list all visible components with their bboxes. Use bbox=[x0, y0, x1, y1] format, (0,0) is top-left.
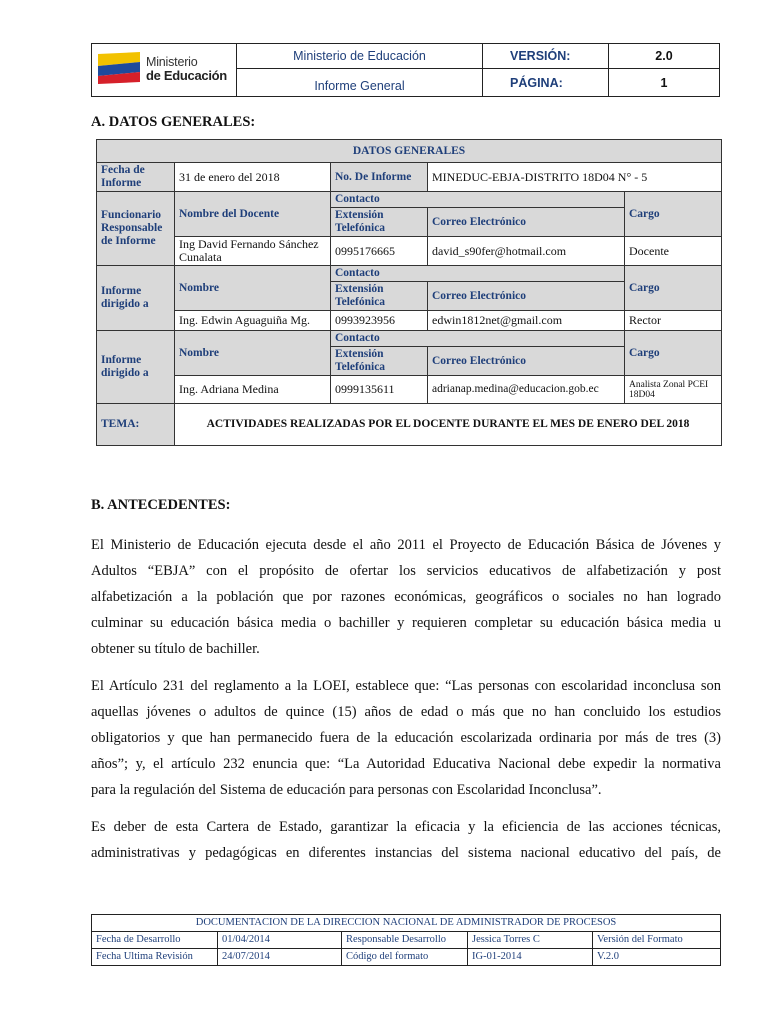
correo-label: Correo Electrónico bbox=[428, 282, 625, 311]
contacto-label: Contacto bbox=[331, 192, 625, 208]
header-subtitle: Informe General bbox=[237, 69, 483, 97]
paragraph-2 bbox=[91, 673, 721, 803]
page-value: 1 bbox=[609, 69, 720, 97]
docente-telefono: 0995176665 bbox=[331, 237, 428, 266]
document-footer bbox=[91, 914, 721, 966]
cargo-label: Cargo bbox=[625, 266, 722, 311]
analista-cargo: Analista Zonal PCEI 18D04 bbox=[625, 376, 722, 404]
paragraph-line: años”; y, el artículo 232 enuncia que: “La Autoridad Educativa Nacional debe expedir la normativa bbox=[91, 756, 721, 772]
datos-generales-table bbox=[96, 139, 722, 446]
paragraph-line: Adultos “EBJA” con el propósito de ofertar los servicios educativos de alfabetización y post bbox=[91, 563, 721, 579]
codigo: IG-01-2014 bbox=[468, 949, 593, 966]
logo-line1: Ministerio bbox=[146, 55, 198, 69]
logo-cell bbox=[92, 44, 237, 97]
extension-label: Extensión Telefónica bbox=[331, 282, 428, 311]
dirigido-label: Informe dirigido a bbox=[97, 331, 175, 404]
document-header bbox=[91, 43, 720, 97]
dirigido-label: Informe dirigido a bbox=[97, 266, 175, 331]
paragraph-line: El Ministerio de Educación ejecuta desde el año 2011 el Proyecto de Educación Básica de Jóvenes y bbox=[91, 537, 721, 553]
nombre-label: Nombre bbox=[175, 266, 331, 311]
docente-cargo: Docente bbox=[625, 237, 722, 266]
no-informe-value: MINEDUC-EBJA-DISTRITO 18D04 N° - 5 bbox=[428, 163, 722, 192]
rector-telefono: 0993923956 bbox=[331, 311, 428, 331]
nombre-label: Nombre bbox=[175, 331, 331, 376]
ministry-logo bbox=[92, 44, 236, 96]
analista-correo: adrianap.medina@educacion.gob.ec bbox=[428, 376, 625, 404]
tema-value: ACTIVIDADES REALIZADAS POR EL DOCENTE DURANTE EL MES DE ENERO DEL 2018 bbox=[175, 404, 722, 446]
paragraph-line: alfabetización a la población que por razones económicas, geográficos o sociales no han logrado bbox=[91, 589, 721, 605]
version-formato: V.2.0 bbox=[593, 949, 721, 966]
cargo-label: Cargo bbox=[625, 192, 722, 237]
docente-nombre: Ing David Fernando Sánchez Cunalata bbox=[175, 237, 331, 266]
contacto-label: Contacto bbox=[331, 331, 625, 347]
paragraph-line: para la regulación del Sistema de educación para personas con Escolaridad Inconclusa”. bbox=[91, 782, 602, 798]
paragraph-line: culminar su educación básica media o bachiller y requieren completar su educación básica media u bbox=[91, 615, 721, 631]
logo-line2: de Educación bbox=[146, 68, 227, 83]
version-label: VERSIÓN: bbox=[483, 44, 609, 69]
contacto-label: Contacto bbox=[331, 266, 625, 282]
paragraph-line: El Artículo 231 del reglamento a la LOEI, establece que: “Las personas con escolaridad inconclusa son bbox=[91, 678, 721, 694]
paragraph-line: obligatorios y que han permanecido fuera de la educación escolarizada ordinaria por más de tres (3) bbox=[91, 730, 721, 746]
header-title: Ministerio de Educación bbox=[237, 44, 483, 69]
section-b-heading: B. ANTECEDENTES: bbox=[91, 497, 231, 513]
flag-logo-icon bbox=[96, 50, 142, 86]
no-informe-label: No. De Informe bbox=[331, 163, 428, 192]
fecha-revision: 24/07/2014 bbox=[218, 949, 342, 966]
cargo-label: Cargo bbox=[625, 331, 722, 376]
analista-telefono: 0999135611 bbox=[331, 376, 428, 404]
extension-label: Extensión Telefónica bbox=[331, 347, 428, 376]
fecha-desarrollo: 01/04/2014 bbox=[218, 932, 342, 949]
datos-title: DATOS GENERALES bbox=[97, 140, 722, 163]
codigo-label: Código del formato bbox=[342, 949, 468, 966]
paragraph-1 bbox=[91, 532, 721, 662]
tema-label: TEMA: bbox=[97, 404, 175, 446]
responsable-label: Responsable Desarrollo bbox=[342, 932, 468, 949]
paragraph-line: Es deber de esta Cartera de Estado, garantizar la eficacia y la eficiencia de las acciones técnicas, bbox=[91, 819, 721, 835]
docente-correo: david_s90fer@hotmail.com bbox=[428, 237, 625, 266]
fecha-value: 31 de enero del 2018 bbox=[175, 163, 331, 192]
correo-label: Correo Electrónico bbox=[428, 347, 625, 376]
extension-label: Extensión Telefónica bbox=[331, 208, 428, 237]
fecha-label: Fecha de Informe bbox=[97, 163, 175, 192]
page-label: PÁGINA: bbox=[483, 69, 609, 97]
paragraph-line: obtener su título de bachiller. bbox=[91, 641, 260, 657]
paragraph-line: aquellas jóvenes o adultos de quince (15) años de edad o más que no han concluido los estudios bbox=[91, 704, 721, 720]
correo-label: Correo Electrónico bbox=[428, 208, 625, 237]
paragraph-3 bbox=[91, 814, 721, 866]
nombre-docente-label: Nombre del Docente bbox=[175, 192, 331, 237]
paragraph-line: administrativas y pedagógicas en diferentes instancias del sistema nacional educativo del país, de bbox=[91, 845, 721, 861]
section-a-heading: A. DATOS GENERALES: bbox=[91, 114, 256, 130]
version-formato-label: Versión del Formato bbox=[593, 932, 721, 949]
funcionario-label: Funcionario Responsable de Informe bbox=[97, 192, 175, 266]
fecha-desarrollo-label: Fecha de Desarrollo bbox=[92, 932, 218, 949]
logo-text bbox=[146, 56, 227, 82]
rector-correo: edwin1812net@gmail.com bbox=[428, 311, 625, 331]
version-value: 2.0 bbox=[609, 44, 720, 69]
analista-nombre: Ing. Adriana Medina bbox=[175, 376, 331, 404]
footer-title: DOCUMENTACION DE LA DIRECCION NACIONAL DE ADMINISTRADOR DE PROCESOS bbox=[92, 915, 721, 932]
rector-cargo: Rector bbox=[625, 311, 722, 331]
rector-nombre: Ing. Edwin Aguaguiña Mg. bbox=[175, 311, 331, 331]
responsable: Jessica Torres C bbox=[468, 932, 593, 949]
fecha-revision-label: Fecha Ultima Revisión bbox=[92, 949, 218, 966]
